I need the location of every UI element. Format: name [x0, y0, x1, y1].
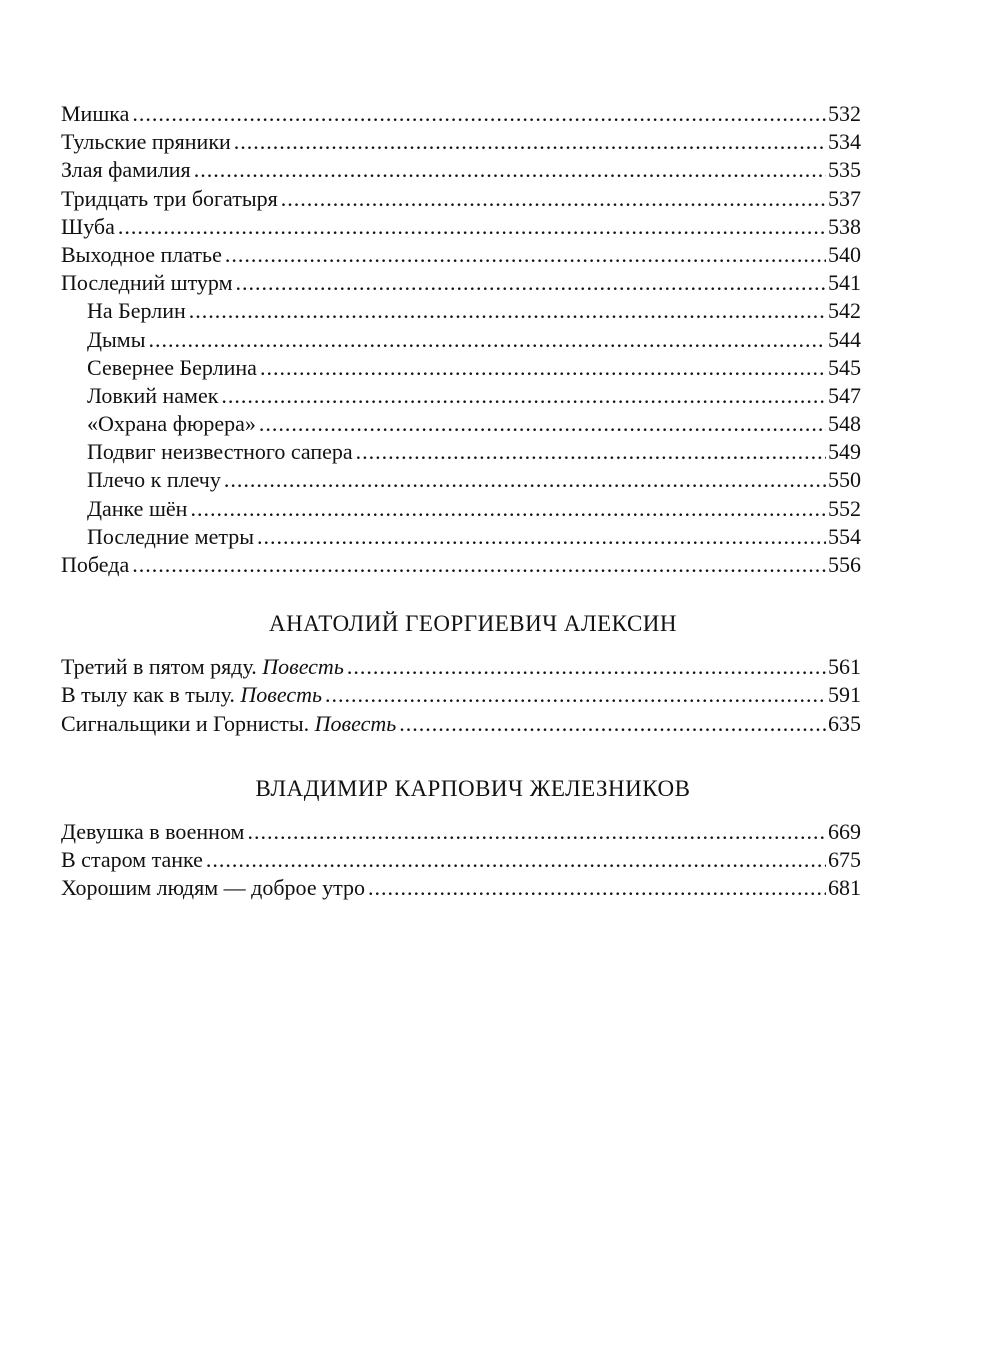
- entry-page: 681: [828, 875, 861, 901]
- leader-dots: [194, 156, 826, 184]
- toc-entry: [61, 653, 861, 681]
- leader-dots: [118, 213, 826, 241]
- entry-page: 544: [828, 326, 861, 352]
- toc-section-aleksin: [61, 653, 861, 738]
- table-of-contents: [61, 100, 861, 902]
- leader-dots: [234, 128, 826, 156]
- entry-page: 669: [828, 818, 861, 844]
- leader-dots: [206, 846, 826, 874]
- toc-section-zheleznikov: [61, 818, 861, 903]
- entry-title: Данке шён: [87, 495, 188, 521]
- toc-subentry: [61, 438, 861, 466]
- entry-title: Плечо к плечу: [87, 467, 221, 493]
- leader-dots: [356, 438, 826, 466]
- entry-title: Злая фамилия: [61, 157, 191, 183]
- entry-page: 635: [828, 710, 861, 736]
- entry-title: Ловкий намек: [87, 382, 219, 408]
- toc-entry: [61, 710, 861, 738]
- entry-genre: Повесть: [262, 654, 344, 680]
- entry-title: Победа: [61, 552, 130, 577]
- toc-subentry: [61, 297, 861, 325]
- leader-dots: [221, 382, 826, 410]
- entry-title: Подвиг неизвестного сапера: [87, 439, 353, 465]
- leader-dots: [257, 523, 826, 551]
- entry-page: 540: [828, 241, 861, 267]
- entry-page: 550: [828, 467, 861, 493]
- leader-dots: [347, 653, 826, 681]
- entry-title: [61, 681, 322, 709]
- entry-title: «Охрана фюрера»: [87, 411, 256, 437]
- entry-title: Тульские пряники: [61, 129, 231, 155]
- toc-subentry: [61, 523, 861, 551]
- toc-entry: [61, 846, 861, 874]
- toc-subentry: [61, 410, 861, 438]
- entry-title: Последний штурм: [61, 270, 233, 296]
- entry-title: Дымы: [87, 326, 146, 352]
- entry-page: 534: [828, 129, 861, 155]
- entry-page: 675: [828, 846, 861, 872]
- entry-genre: Повесть: [314, 710, 397, 736]
- toc-entry: [61, 551, 861, 579]
- entry-title: Тридцать три богатыря: [61, 185, 278, 211]
- entry-title: Шуба: [61, 213, 115, 239]
- toc-entry: [61, 241, 861, 269]
- toc-entry: [61, 100, 861, 128]
- entry-page: 535: [828, 157, 861, 183]
- entry-page: 537: [828, 185, 861, 211]
- entry-page: 561: [828, 654, 861, 680]
- leader-dots: [224, 466, 826, 494]
- toc-entry: [61, 156, 861, 184]
- entry-page: 541: [828, 270, 861, 296]
- entry-page: 548: [828, 411, 861, 437]
- leader-dots: [325, 681, 826, 709]
- toc-entry: [61, 269, 861, 297]
- leader-dots: [247, 818, 826, 846]
- toc-subentry: [61, 382, 861, 410]
- leader-dots: [236, 269, 826, 297]
- entry-title: Последние метры: [87, 523, 255, 549]
- entry-title: Выходное платье: [61, 241, 222, 267]
- leader-dots: [281, 185, 826, 213]
- entry-title-text: В тылу как в тылу.: [61, 682, 235, 708]
- entry-page: 545: [828, 354, 861, 380]
- entry-genre: Повесть: [240, 682, 322, 708]
- toc-entry: [61, 213, 861, 241]
- toc-entry: [61, 818, 861, 846]
- entry-title-text: Сигнальщики и Горнисты.: [61, 710, 310, 736]
- leader-dots: [190, 495, 826, 523]
- leader-dots: [132, 551, 826, 579]
- author-heading-zheleznikov: ВЛАДИМИР КАРПОВИЧ ЖЕЛЕЗНИКОВ: [255, 775, 691, 801]
- entry-page: 532: [828, 101, 861, 126]
- entry-title: [61, 653, 344, 681]
- toc-subentry: [61, 466, 861, 494]
- entry-page: 554: [828, 523, 861, 549]
- entry-page: 547: [828, 382, 861, 408]
- toc-entry: [61, 185, 861, 213]
- toc-section-first: [61, 100, 861, 579]
- toc-subentry: [61, 495, 861, 523]
- entry-title: Девушка в военном: [61, 818, 245, 844]
- entry-page: 538: [828, 213, 861, 239]
- entry-page: 542: [828, 298, 861, 324]
- toc-entry: [61, 874, 861, 902]
- toc-subentry: [61, 354, 861, 382]
- leader-dots: [149, 326, 827, 354]
- entry-page: 591: [828, 682, 861, 708]
- leader-dots: [260, 354, 826, 382]
- toc-subentry: [61, 326, 861, 354]
- leader-dots: [189, 297, 826, 325]
- entry-page: 552: [828, 495, 861, 521]
- entry-title-text: Третий в пятом ряду.: [61, 654, 257, 680]
- entry-title: Севернее Берлина: [87, 354, 257, 380]
- leader-dots: [368, 874, 826, 902]
- entry-title: В старом танке: [61, 846, 203, 872]
- leader-dots: [132, 100, 826, 128]
- entry-page: 549: [828, 439, 861, 465]
- toc-entry: [61, 128, 861, 156]
- toc-entry: [61, 681, 861, 709]
- entry-page: 556: [828, 552, 861, 577]
- entry-title: Хорошим людям — доброе утро: [61, 875, 365, 901]
- leader-dots: [399, 710, 826, 738]
- leader-dots: [225, 241, 826, 269]
- leader-dots: [259, 410, 826, 438]
- entry-title: Мишка: [61, 101, 130, 126]
- entry-title: [61, 710, 396, 738]
- author-heading-aleksin: АНАТОЛИЙ ГЕОРГИЕВИЧ АЛЕКСИН: [268, 611, 678, 637]
- entry-title: На Берлин: [87, 298, 186, 324]
